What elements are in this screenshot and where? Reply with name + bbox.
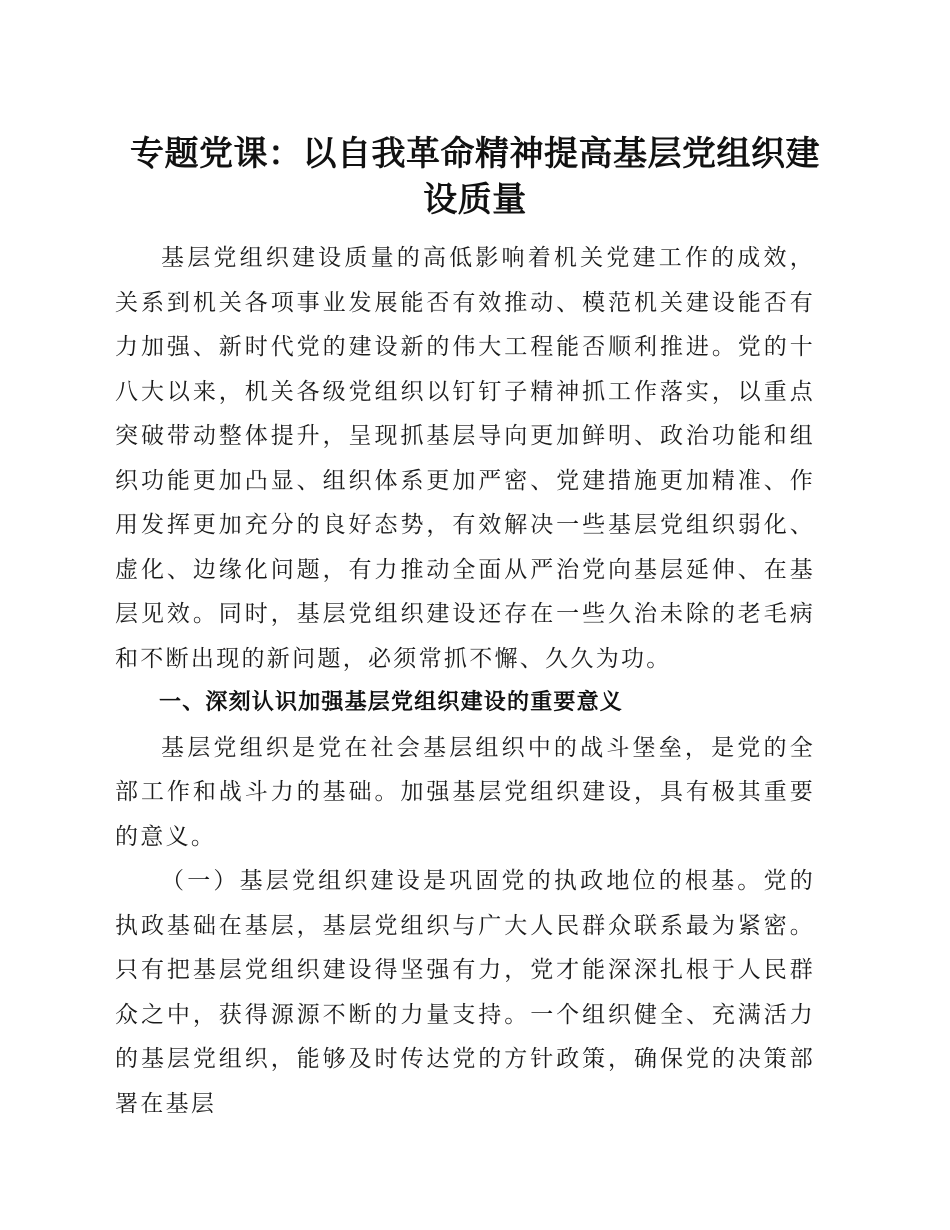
intro-paragraph: 基层党组织建设质量的高低影响着机关党建工作的成效，关系到机关各项事业发展能否有效推动、模范机关建设能否有力加强、新时代党的建设新的伟大工程能否顺利推进。党的十八大以来，机关各级党组织以钉钉子精神抓工作落实，以重点突破带动整体提升，呈现抓基层导向更加鲜明、政治功能和组织功能更加凸显、组织体系更加严密、党建措施更加精准、作用发挥更加充分的良好态势，有效解决一些基层党组织弱化、虚化、边缘化问题，有力推动全面从严治党向基层延伸、在基层见效。同时，基层党组织建设还存在一些久治未除的老毛病和不断出现的新问题，必须常抓不懈、久久为功。 (115, 245, 815, 672)
subsection-paragraph (115, 859, 815, 1126)
section-intro-paragraph: 基层党组织是党在社会基层组织中的战斗堡垒，是党的全部工作和战斗力的基础。加强基层党组织建设，具有极其重要的意义。 (115, 734, 815, 850)
document-body (115, 236, 815, 1126)
subsection-lead: （一）基层党组织建设是巩固党的执政地位的根基。 (161, 868, 764, 894)
section-heading: 一、深刻认识加强基层党组织建设的重要意义 (159, 690, 624, 715)
document-title: 专题党课：以自我革命精神提高基层党组织建设质量 (130, 134, 820, 220)
subsection-text: 党的执政基础在基层，基层党组织与广大人民群众联系最为紧密。只有把基层党组织建设得坚强有力，党才能深深扎根于人民群众之中，获得源源不断的力量支持。一个组织健全、充满活力的基层党组织，能够及时传达党的方针政策，确保党的决策部署在基层 (115, 868, 815, 1117)
